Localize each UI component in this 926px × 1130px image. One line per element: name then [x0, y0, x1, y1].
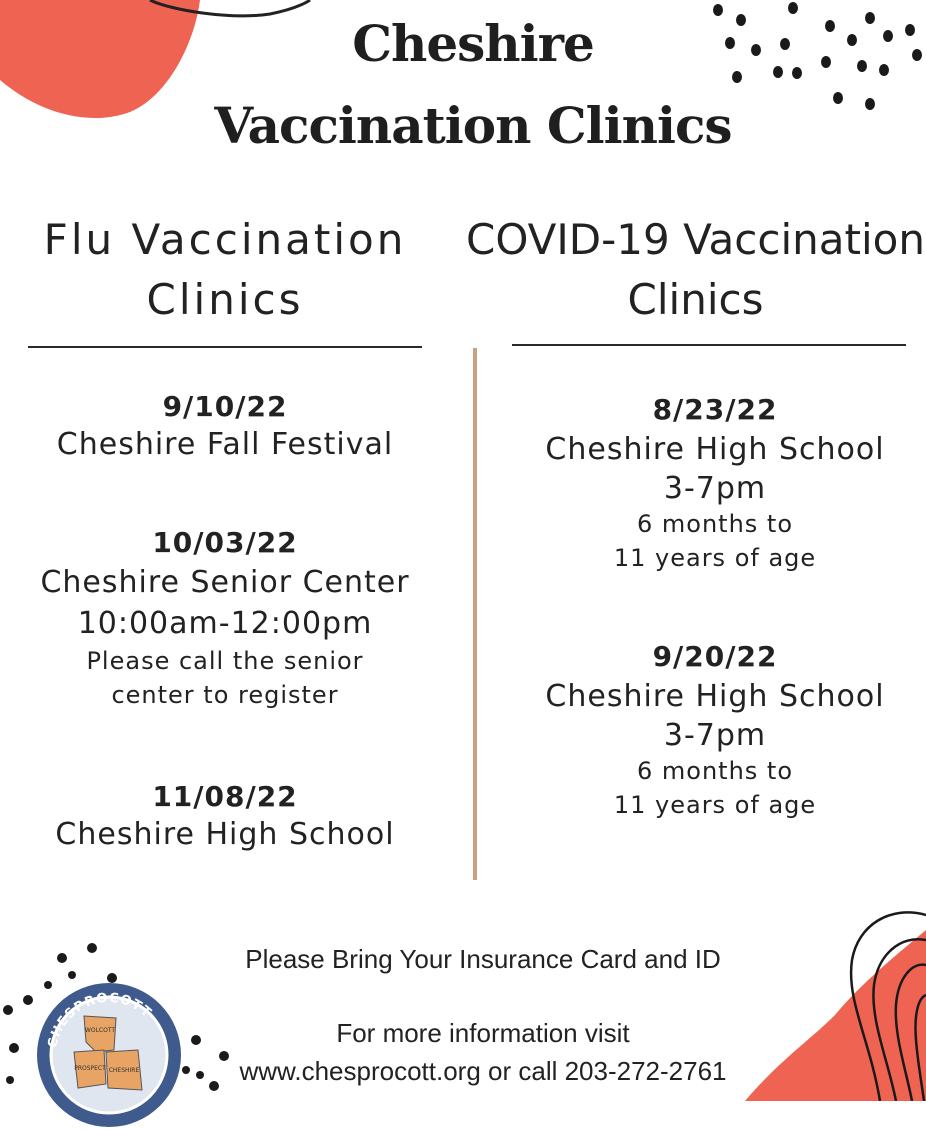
logo-town-prospect: PROSPECT [74, 1065, 106, 1072]
event-date: 8/23/22 [652, 393, 778, 426]
insurance-reminder: Please Bring Your Insurance Card and ID [245, 944, 721, 974]
chesprocott-logo [34, 980, 184, 1130]
event-note-line2: center to register [111, 681, 339, 709]
logo-town-cheshire: CHESHIRE [108, 1067, 140, 1074]
event-location: Cheshire Senior Center [40, 565, 410, 600]
event-location: Cheshire High School [545, 432, 885, 467]
event-age-line2: 11 years of age [613, 544, 817, 572]
info-line-1: For more information visit [336, 1018, 630, 1048]
event-date: 9/20/22 [652, 640, 778, 673]
event-location: Cheshire High School [545, 679, 885, 714]
flu-heading-line1: Flu Vaccination [43, 215, 407, 264]
event-date: 10/03/22 [152, 526, 298, 559]
column-divider [473, 348, 477, 880]
event-time: 3-7pm [663, 471, 767, 506]
title-line-1: Cheshire [352, 14, 594, 73]
title-line-2: Vaccination Clinics [214, 96, 732, 155]
flu-event [20, 526, 430, 709]
covid-heading-rule [512, 344, 906, 346]
event-age-line1: 6 months to [636, 757, 794, 785]
event-age-line2: 11 years of age [613, 791, 817, 819]
covid-heading [465, 210, 926, 330]
event-note-line1: Please call the senior [86, 647, 364, 675]
logo-arc-text: CHESPROCOTT [45, 990, 155, 1050]
logo-town-wolcott: WOLCOTT [84, 1027, 116, 1034]
event-age-line1: 6 months to [636, 510, 794, 538]
event-location: Cheshire Fall Festival [56, 427, 394, 462]
covid-event [505, 393, 925, 572]
event-time: 3-7pm [663, 718, 767, 753]
info-line-2: www.chesprocott.org or call 203-272-2761 [239, 1056, 727, 1086]
flu-heading-line2: Clinics [146, 275, 304, 324]
covid-heading-line2: Clinics [627, 275, 764, 324]
flu-heading-rule [28, 346, 422, 348]
flu-event [20, 390, 430, 462]
covid-heading-line1: COVID-19 Vaccination [466, 215, 925, 264]
flu-heading [20, 210, 430, 330]
event-date: 11/08/22 [152, 780, 298, 813]
event-location: Cheshire High School [55, 817, 395, 852]
event-time: 10:00am-12:00pm [77, 606, 373, 641]
event-date: 9/10/22 [162, 390, 288, 423]
flu-event [20, 780, 430, 852]
covid-event [505, 640, 925, 819]
